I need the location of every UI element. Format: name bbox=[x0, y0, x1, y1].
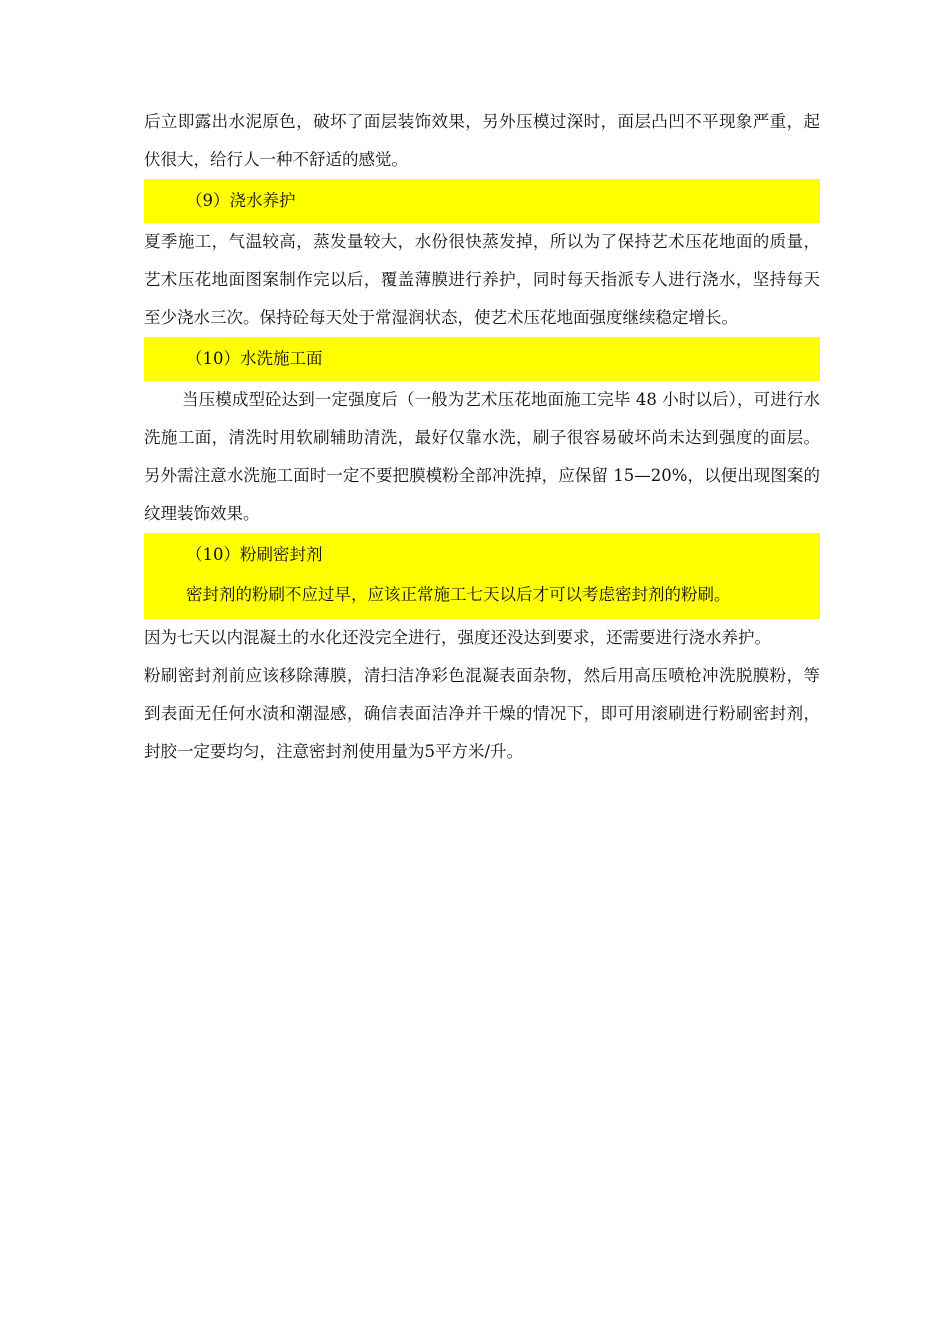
section-heading-watering: （9）浇水养护 bbox=[144, 179, 820, 223]
paragraph-watering: 夏季施工，气温较高，蒸发量较大，水份很快蒸发掉，所以为了保持艺术压花地面的质量，艺术压花地面图案制作完以后，覆盖薄膜进行养护，同时每天指派专人进行浇水，坚持每天至少浇水三次。保持砼每天处于常湿润状态，使艺术压花地面强度继续稳定增长。 bbox=[144, 232, 820, 327]
paragraph-sealant-highlight: 密封剂的粉刷不应过早，应该正常施工七天以后才可以考虑密封剂的粉刷。 bbox=[186, 585, 731, 604]
paragraph-washing: 当压模成型砼达到一定强度后（一般为艺术压花地面施工完毕 48 小时以后），可进行水洗施工面，清洗时用软刷辅助清洗，最好仅靠水洗，刷子很容易破坏尚未达到强度的面层。另外需注意水洗施工面时一定不要把膜模粉全部冲洗掉，应保留 15—20%，以便出现图案的纹理装饰效果。 bbox=[144, 390, 820, 523]
section-sealant-highlight bbox=[144, 533, 820, 619]
paragraph-sealant-application: 粉刷密封剂前应该移除薄膜，清扫洁净彩色混凝表面杂物，然后用高压喷枪冲洗脱膜粉，等到表面无任何水渍和潮湿感，确信表面洁净并干燥的情况下，即可用滚刷进行粉刷密封剂，封胶一定要均匀，注意密封剂使用量为5平方米/升。 bbox=[144, 666, 820, 761]
paragraph-sealant-curing: 因为七天以内混凝土的水化还没完全进行，强度还没达到要求，还需要进行浇水养护。 bbox=[144, 628, 771, 647]
paragraph-intro: 后立即露出水泥原色，破坏了面层装饰效果，另外压模过深时，面层凸凹不平现象严重，起伏很大，给行人一种不舒适的感觉。 bbox=[144, 112, 820, 169]
section-heading-washing: （10）水洗施工面 bbox=[144, 337, 820, 381]
document-body bbox=[144, 103, 820, 771]
section-heading-sealant: （10）粉刷密封剂 bbox=[186, 545, 323, 564]
